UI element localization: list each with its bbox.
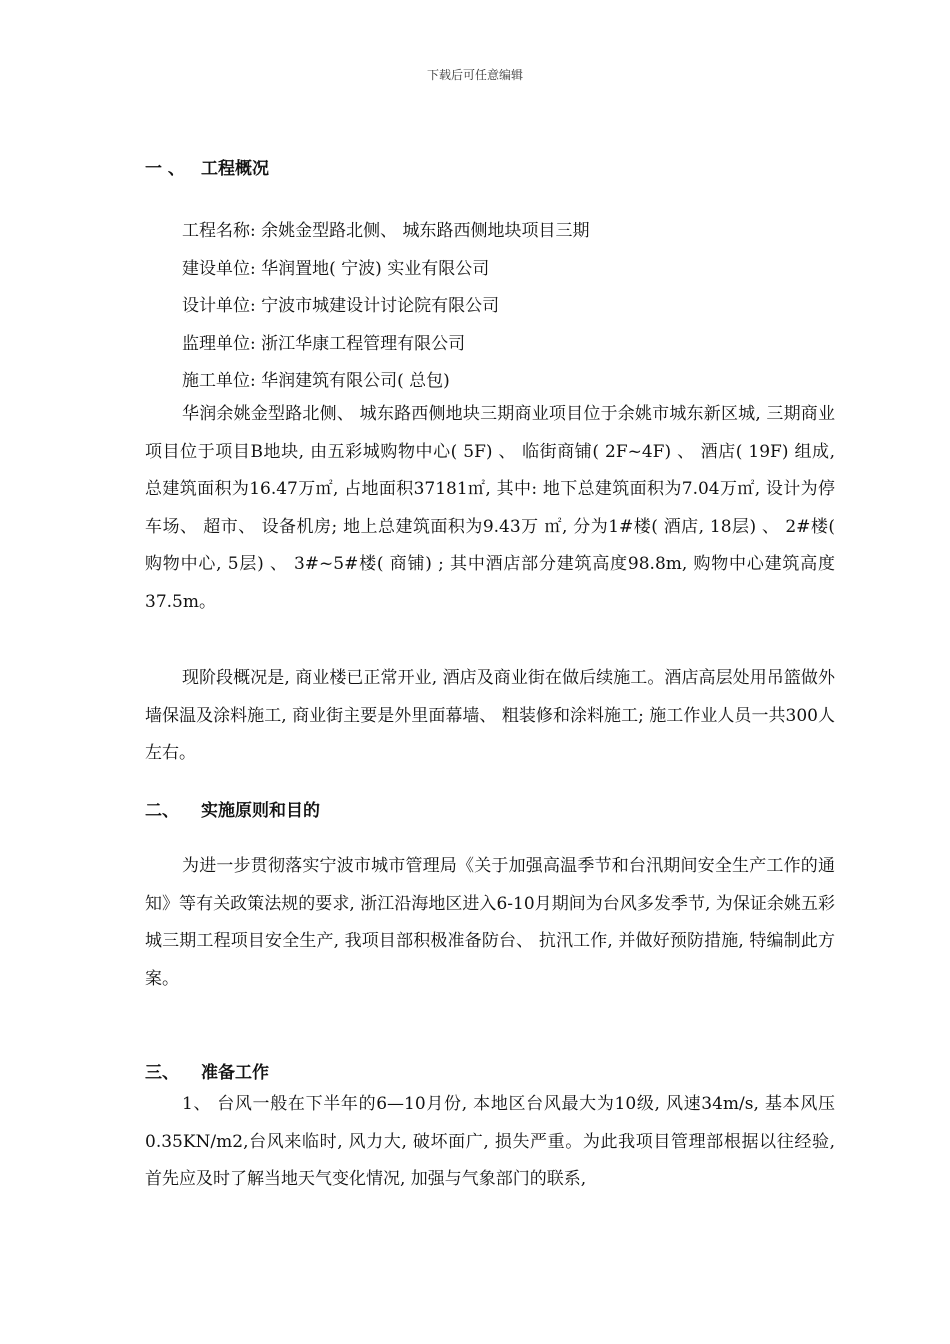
section-number: 二、 xyxy=(145,801,179,821)
section-title: 实施原则和目的 xyxy=(201,801,320,821)
paragraph-project-description: 华润余姚金型路北侧、 城东路西侧地块三期商业项目位于余姚市城东新区城, 三期商业项目位于项目B地块, 由五彩城购物中心( 5F) 、 临街商铺( 2F~4F) 、 酒店( 19F) 组成, 总建筑面积为16.47万㎡, 占地面积37181㎡, 其中: 地下总建筑面积为7.04万㎡, 设计为停车场、 超市、 设备机房; 地上总建筑面积为9.43万 ㎡, 分为1#楼( 酒店, 18层) 、 2#楼( 购物中心, 5层) 、 3#~5#楼( 商铺) ; 其中酒店部分建筑高度98.8m, 购物中心建筑高度37.5m。 xyxy=(145,404,835,612)
info-project-name: 工程名称: 余姚金型路北侧、 城东路西侧地块项目三期 xyxy=(182,221,590,241)
info-supervisor: 监理单位: 浙江华康工程管理有限公司 xyxy=(182,334,466,354)
section-number: 一 、 xyxy=(145,159,185,179)
section-title: 准备工作 xyxy=(201,1063,269,1083)
section-heading-overview xyxy=(145,154,269,179)
info-client: 建设单位: 华润置地( 宁波) 实业有限公司 xyxy=(182,259,490,279)
info-contractor: 施工单位: 华润建筑有限公司( 总包) xyxy=(182,371,450,391)
info-designer: 设计单位: 宁波市城建设计讨论院有限公司 xyxy=(182,296,500,316)
section-heading-principles xyxy=(145,796,320,821)
section-number: 三、 xyxy=(145,1063,179,1083)
page-header-note: 下载后可任意编辑 xyxy=(426,68,523,82)
section-title: 工程概况 xyxy=(201,159,269,179)
paragraph-principles: 为进一步贯彻落实宁波市城市管理局《关于加强高温季节和台汛期间安全生产工作的通知》等有关政策法规的要求, 浙江沿海地区进入6-10月期间为台风多发季节, 为保证余姚五彩城三期工程项目安全生产, 我项目部积极准备防台、 抗汛工作, 并做好预防措施, 特编制此方案。 xyxy=(145,856,835,989)
section-heading-preparation xyxy=(145,1058,269,1083)
paragraph-preparation-1: 1、 台风一般在下半年的6—10月份, 本地区台风最大为10级, 风速34m/s, 基本风压0.35KN/m2,台风来临时, 风力大, 破坏面广, 损失严重。为此我项目管理部根据以往经验, 首先应及时了解当地天气变化情况, 加强与气象部门的联系, xyxy=(145,1094,835,1190)
paragraph-current-status: 现阶段概况是, 商业楼已正常开业, 酒店及商业街在做后续施工。酒店高层处用吊篮做外墙保温及涂料施工, 商业街主要是外里面幕墙、 粗装修和涂料施工; 施工作业人员一共300人左右。 xyxy=(145,668,835,764)
